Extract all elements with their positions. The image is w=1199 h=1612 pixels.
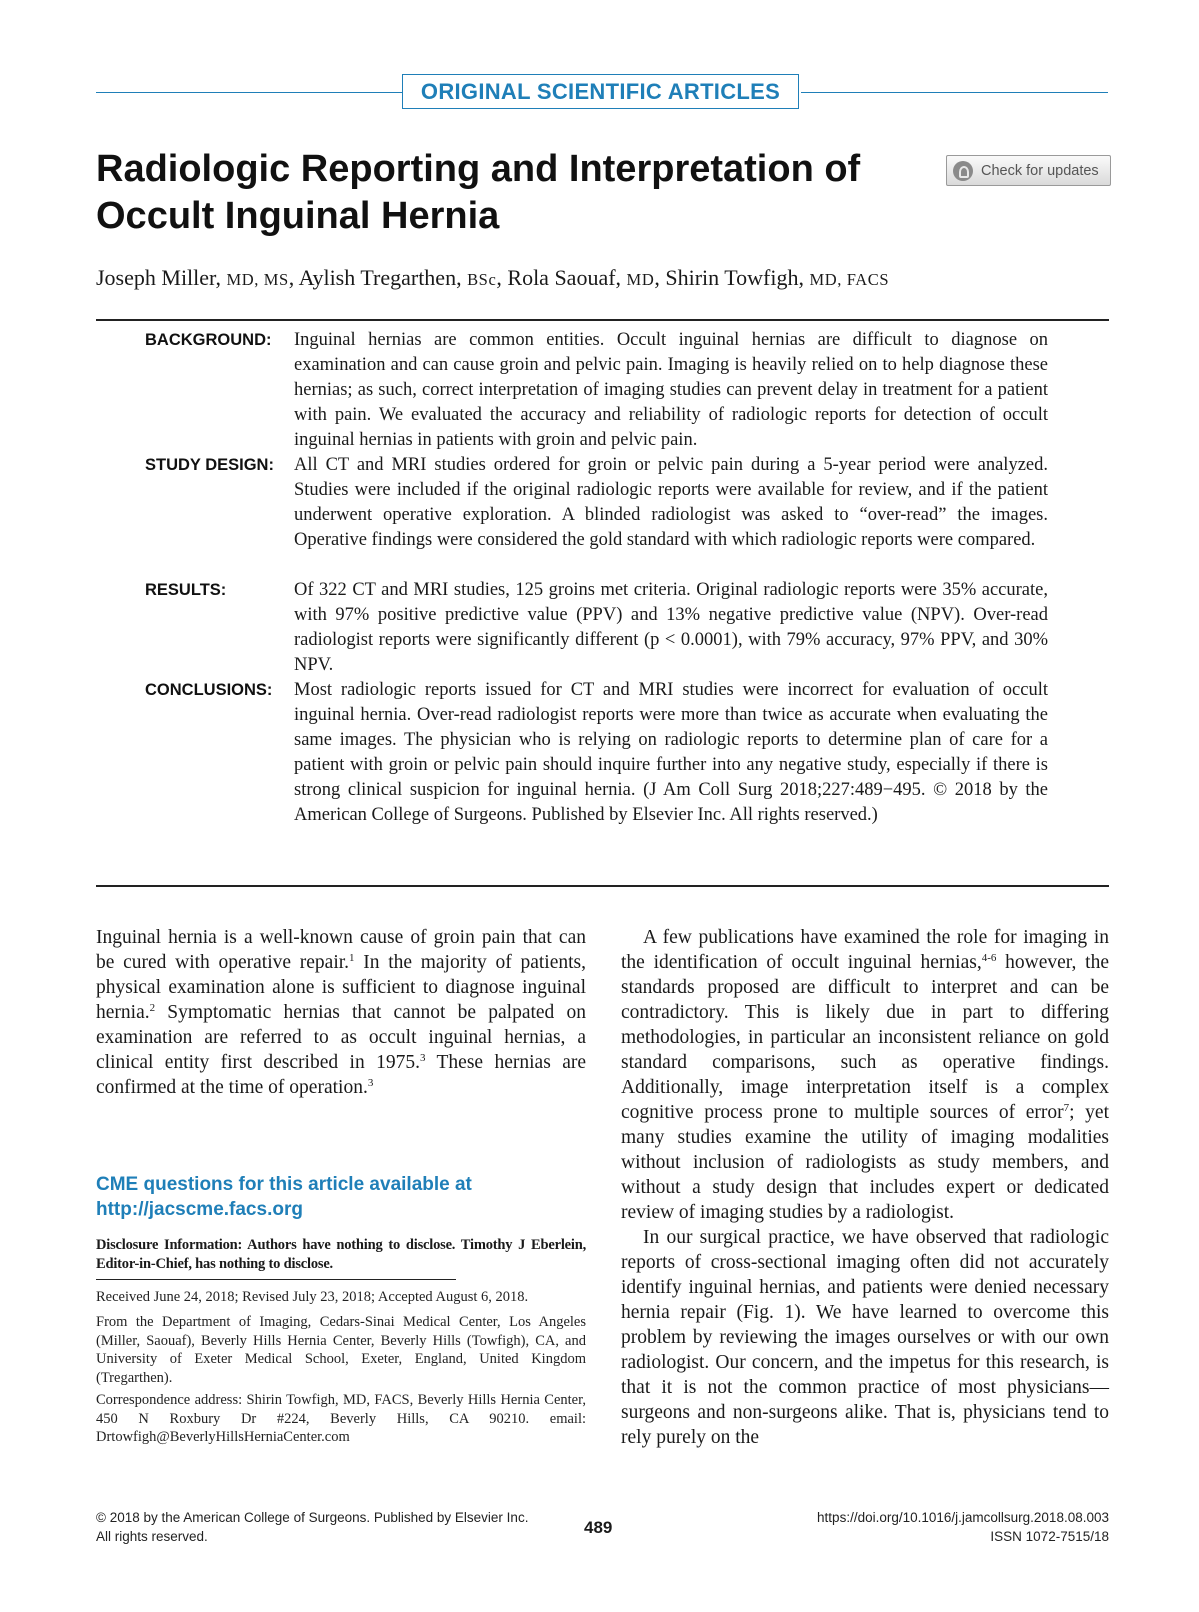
section-rule-left bbox=[96, 92, 402, 93]
text-run: Symptomatic hernias that cannot be palpated on examination are referred to as occult inguinal hernias, a clinical entity first described in 1975. bbox=[96, 1002, 586, 1073]
text-run: In the majority of patients, physical examination alone is sufficient to diagnose inguinal hernia. bbox=[96, 952, 586, 1023]
author-name: Shirin Towfigh, bbox=[665, 265, 810, 290]
cme-text: CME questions for this article available at bbox=[96, 1174, 472, 1195]
citation-ref: 2 bbox=[149, 1002, 156, 1014]
received-dates: Received June 24, 2018; Revised July 23, 2018; Accepted August 6, 2018. bbox=[96, 1289, 529, 1305]
background-text: Inguinal hernias are common entities. Occult inguinal hernias are difficult to diagnose on examination and can cause groin and pelvic pain. Imaging is heavily relied on to help diagnose these hernias; as such, correct interpretation of imaging studies can prevent delay in treatment for a patient with pain. We evaluated the accuracy and reliability of radiologic reports for detection of occult inguinal hernias in patients with groin and pelvic pain. bbox=[294, 330, 1048, 450]
doi-link[interactable]: https://doi.org/10.1016/j.jamcollsurg.2018.08.003 bbox=[817, 1510, 1109, 1525]
author-degrees: BSc bbox=[467, 270, 497, 289]
check-for-updates-button[interactable] bbox=[946, 155, 1111, 186]
citation-ref: 3 bbox=[419, 1052, 426, 1064]
cme-link[interactable]: http://jacscme.facs.org bbox=[96, 1199, 303, 1220]
author-name: Aylish Tregarthen, bbox=[298, 265, 468, 290]
right-column-body bbox=[621, 925, 1109, 1450]
section-label: ORIGINAL SCIENTIFIC ARTICLES bbox=[402, 74, 799, 109]
author-separator: , bbox=[288, 265, 299, 290]
author-degrees: MD, FACS bbox=[809, 270, 890, 289]
author-name: Rola Saouaf, bbox=[507, 265, 627, 290]
background-label: BACKGROUND: bbox=[145, 331, 272, 349]
footnote-rule bbox=[96, 1279, 456, 1280]
text-run: however, the standards proposed are difficult to interpret and can be contradictory. This is likely due in part to differing methodologies, in particular an inconsistent reliance on gold standard comparisons, such as operative findings. Additionally, image interpretation itself is a complex cognitive process prone to multiple sources of error bbox=[621, 952, 1109, 1123]
study-design-text: All CT and MRI studies ordered for groin or pelvic pain during a 5-year period were analyzed. Studies were included if the original radiologic reports were available for review, and if the patient underwent operative exploration. A blinded radiologist was asked to “over-read” the images. Operative findings were considered the gold standard with which radiologic reports were compared. bbox=[294, 455, 1048, 550]
section-rule-right bbox=[801, 92, 1108, 93]
text-run: A few publications have examined the role for imaging in the identification of occult inguinal hernias, bbox=[621, 927, 1109, 973]
citation-ref: 3 bbox=[367, 1077, 374, 1089]
results-text: Of 322 CT and MRI studies, 125 groins met criteria. Original radiologic reports were 35% accurate, with 97% positive predictive value (PPV) and 13% negative predictive value (NPV). Over-read radiologist reports were significantly different (p < 0.0001), with 79% accuracy, 97% PPV, and 30% NPV. bbox=[294, 580, 1048, 675]
author-degrees: MD bbox=[626, 270, 655, 289]
results-label: RESULTS: bbox=[145, 581, 227, 599]
citation-ref: 7 bbox=[1063, 1102, 1070, 1114]
author-list bbox=[96, 265, 889, 291]
footer-doi bbox=[817, 1508, 1109, 1546]
author-separator: , bbox=[496, 265, 508, 290]
footer-copyright bbox=[96, 1508, 528, 1546]
conclusions-text: Most radiologic reports issued for CT and MRI studies were incorrect for evaluation of occult inguinal hernia. Over-read radiologist reports were more than twice as accurate when evaluating the same images. The physician who is relying on radiologic reports to determine plan of care for a patient with groin or pelvic pain should inquire further into any negative study, especially if there is strong clinical suspicion for inguinal hernia. (J Am Coll Surg 2018;227:489−495. © 2018 by the American College of Surgeons. Published by Elsevier Inc. All rights reserved.) bbox=[294, 680, 1048, 825]
text-run: Inguinal hernia is a well-known cause of groin pain that can be cured with operative repair. bbox=[96, 927, 586, 973]
author-name: Joseph Miller, bbox=[96, 265, 227, 290]
text-run: ; yet many studies examine the utility of imaging modalities without inclusion of radiologists as study members, and without a study design that includes expert or dedicated review of imaging studies by a radiologist. bbox=[621, 1102, 1109, 1223]
body-paragraph: In our surgical practice, we have observed that radiologic reports of cross-sectional imaging often did not accurately identify inguinal hernias, and patients were denied necessary hernia repair (Fig. 1). We have learned to overcome this problem by reviewing the images ourselves or with our own radiologist. Our concern, and the impetus for this research, is that it is not the common practice of most physicians—surgeons and non-surgeons alike. That is, physicians tend to rely purely on the bbox=[621, 1227, 1109, 1448]
issn: ISSN 1072-7515/18 bbox=[990, 1529, 1109, 1544]
left-column-body bbox=[96, 925, 586, 1100]
body-paragraph bbox=[621, 925, 1109, 1225]
conclusions-label: CONCLUSIONS: bbox=[145, 681, 273, 699]
text-run: These hernias are confirmed at the time of operation. bbox=[96, 1052, 586, 1098]
citation-ref: 4-6 bbox=[981, 952, 997, 964]
page-number: 489 bbox=[584, 1518, 613, 1537]
study-design-label: STUDY DESIGN: bbox=[145, 456, 274, 474]
article-title bbox=[96, 146, 916, 240]
abstract-top-rule bbox=[96, 319, 1109, 321]
bookmark-icon bbox=[953, 161, 973, 181]
title-line-1: Radiologic Reporting and Interpretation of bbox=[96, 148, 861, 190]
title-line-2: Occult Inguinal Hernia bbox=[96, 195, 500, 237]
disclosure-info: Disclosure Information: Authors have nothing to disclose. Timothy J Eberlein, Editor-in-Chief, has nothing to disclose. bbox=[96, 1237, 586, 1272]
copyright-line: All rights reserved. bbox=[96, 1529, 208, 1544]
cme-notice bbox=[96, 1172, 586, 1222]
intro-paragraph bbox=[96, 925, 586, 1100]
citation-ref: 1 bbox=[349, 952, 355, 964]
check-for-updates-label: Check for updates bbox=[981, 162, 1099, 179]
author-separator: , bbox=[654, 265, 666, 290]
affiliations: From the Department of Imaging, Cedars-Sinai Medical Center, Los Angeles (Miller, Saouaf), Beverly Hills Hernia Center, Beverly Hills (Towfigh), CA, and University of Exeter Medical School, Exeter, England, United Kingdom (Tregarthen). bbox=[96, 1314, 586, 1386]
copyright-line: © 2018 by the American College of Surgeons. Published by Elsevier Inc. bbox=[96, 1510, 529, 1525]
correspondence-address: Correspondence address: Shirin Towfigh, MD, FACS, Beverly Hills Hernia Center, 450 N Roxbury Dr #224, Beverly Hills, CA 90210. email: Drtowfigh@BeverlyHillsHerniaCenter.com bbox=[96, 1392, 586, 1445]
author-degrees: MD, MS bbox=[226, 270, 289, 289]
abstract-bottom-rule bbox=[96, 885, 1109, 887]
